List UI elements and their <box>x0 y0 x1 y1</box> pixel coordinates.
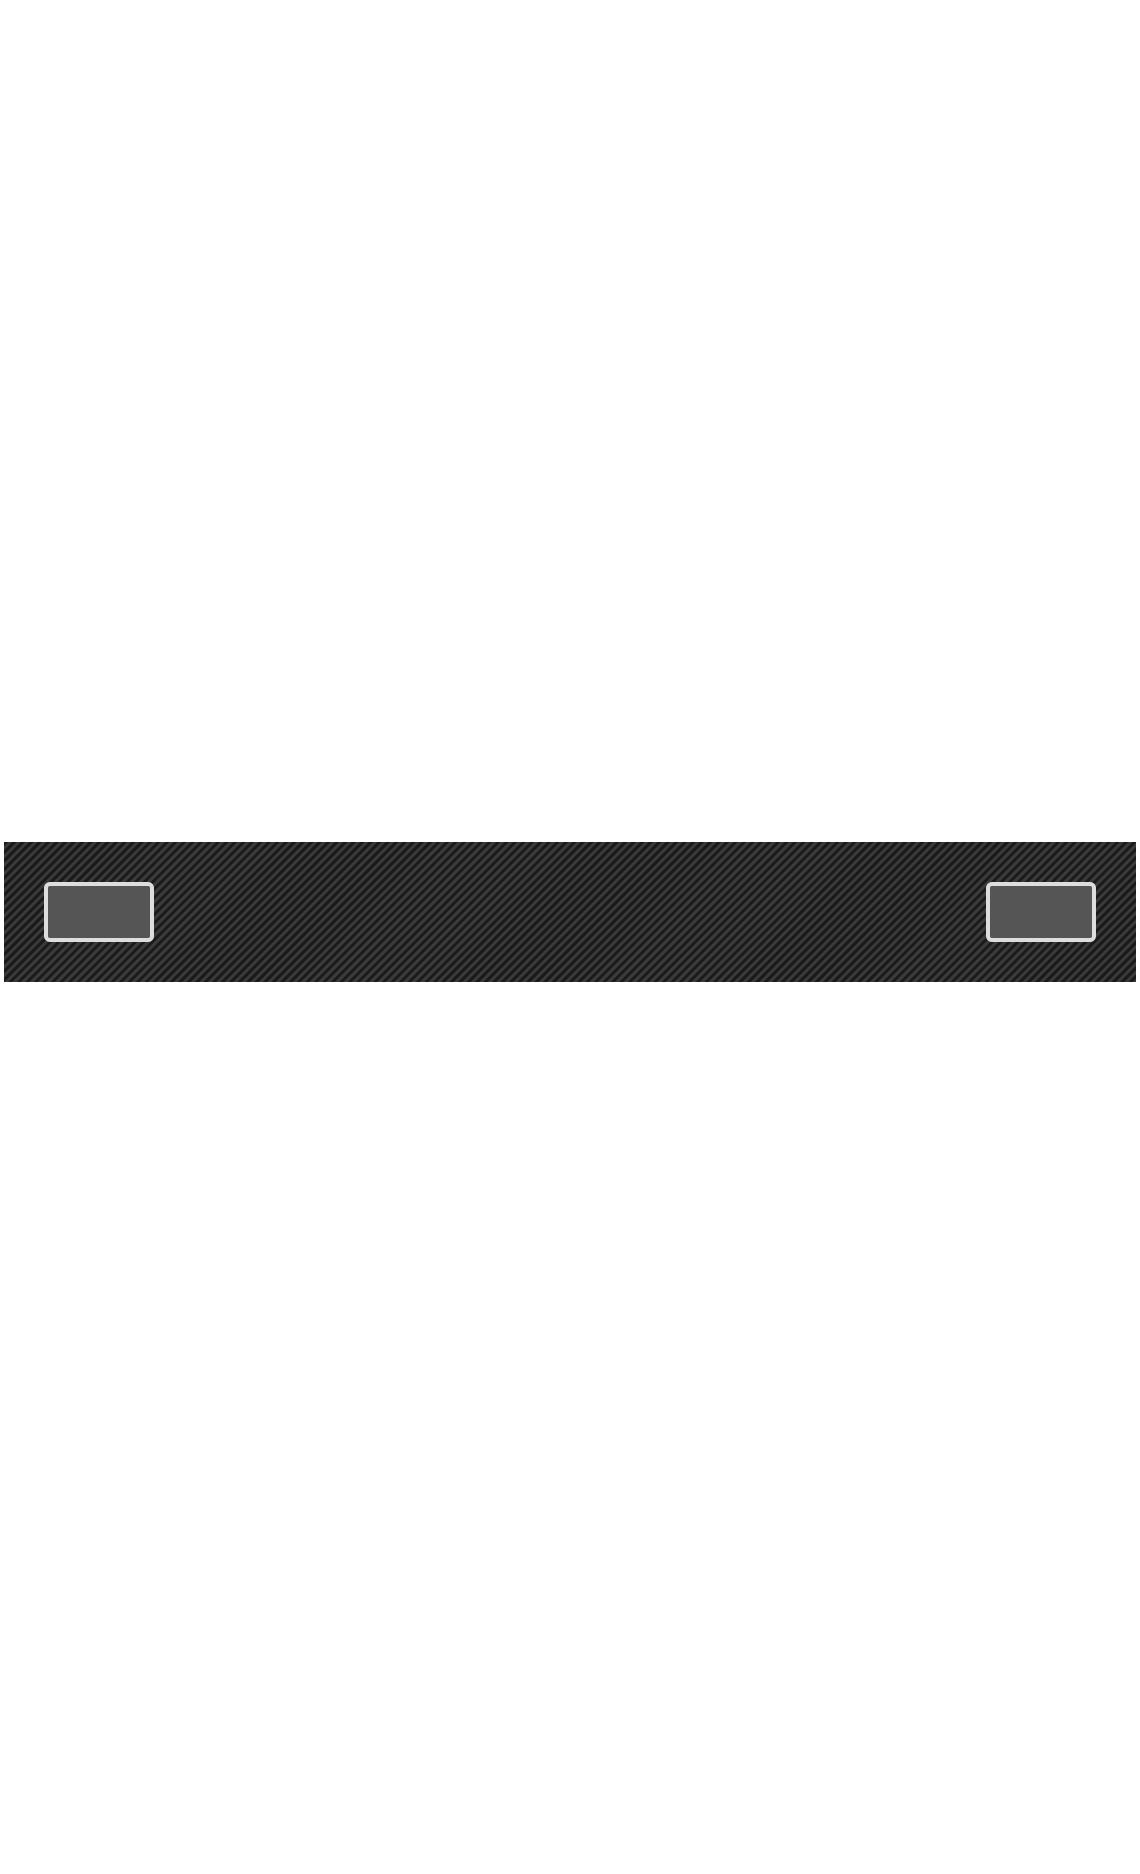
service-guide-banner <box>4 842 1136 982</box>
page-header <box>0 0 1140 22</box>
banner-texture <box>4 842 1136 982</box>
classified-top-section <box>4 24 1136 829</box>
banner-decoration-left <box>44 882 154 942</box>
banner-decoration-right <box>986 882 1096 942</box>
classified-service-section <box>4 1000 1136 1860</box>
